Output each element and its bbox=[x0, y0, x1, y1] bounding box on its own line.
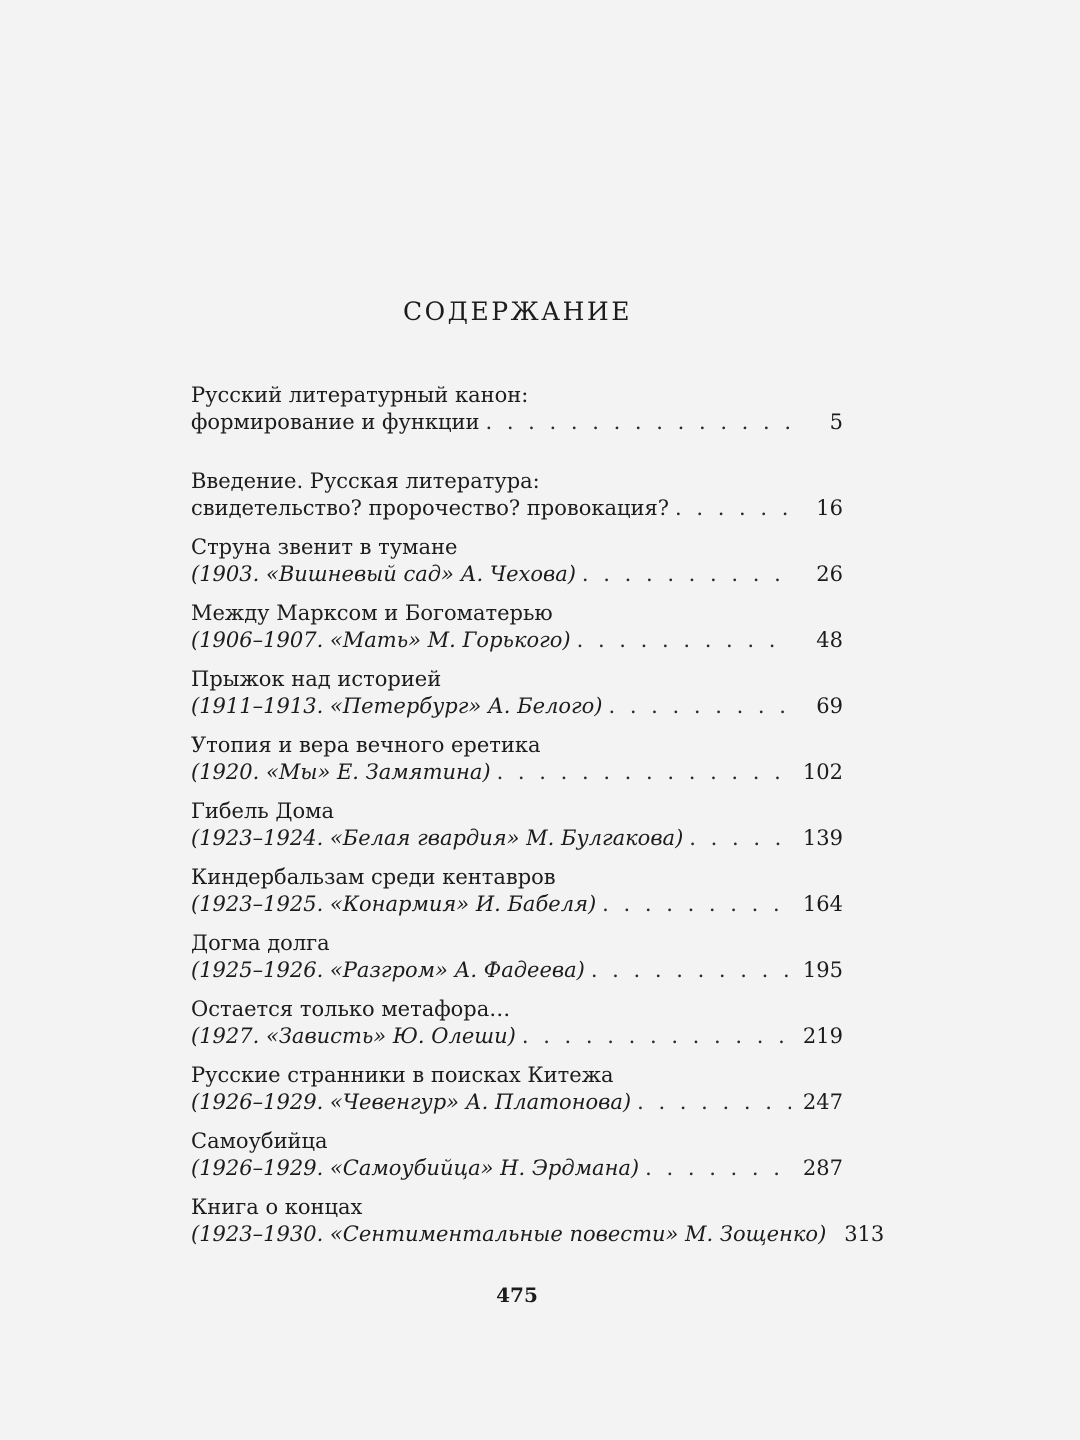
toc-entry-page-number: 219 bbox=[802, 1024, 843, 1048]
dot-leader bbox=[485, 409, 791, 436]
toc-entry-page-number: 102 bbox=[802, 760, 843, 784]
dot-leader bbox=[645, 1155, 791, 1182]
toc-entry[interactable] bbox=[191, 666, 843, 720]
toc-entry[interactable] bbox=[191, 864, 843, 918]
toc-entry-subtitle: (1923–1930. «Сентиментальные повести» М. Зощенко) bbox=[191, 1222, 827, 1246]
toc-entry-title: Самоубийца bbox=[191, 1129, 328, 1153]
dot-leader bbox=[637, 1089, 791, 1116]
toc-entry-title: Киндербальзам среди кентавров bbox=[191, 865, 556, 889]
toc-entry-title: Остается только метафора… bbox=[191, 997, 511, 1021]
dot-leader bbox=[602, 891, 791, 918]
toc-entry[interactable] bbox=[191, 382, 843, 436]
toc-entry-subtitle: (1923–1925. «Конармия» И. Бабеля) bbox=[191, 892, 597, 916]
toc-entry-page-number: 313 bbox=[844, 1222, 885, 1246]
toc-entry-page-number: 69 bbox=[816, 694, 843, 718]
toc-entry[interactable] bbox=[191, 732, 843, 786]
toc-entry-title: Введение. Русская литература: bbox=[191, 469, 540, 493]
dot-leader bbox=[577, 627, 791, 654]
toc-entry-subtitle: (1925–1926. «Разгром» А. Фадеева) bbox=[191, 958, 585, 982]
toc-entry-page-number: 287 bbox=[802, 1156, 843, 1180]
toc-entry-title: Струна звенит в тумане bbox=[191, 535, 458, 559]
toc-entry-page-number: 26 bbox=[816, 562, 843, 586]
dot-leader bbox=[582, 561, 791, 588]
toc-entry-page-number: 16 bbox=[816, 496, 843, 520]
page-folio-number: 475 bbox=[496, 1283, 538, 1307]
toc-entry[interactable] bbox=[191, 1128, 843, 1182]
toc-entry-title: Книга о концах bbox=[191, 1195, 363, 1219]
toc-entry-title: Прыжок над историей bbox=[191, 667, 442, 691]
toc-entry-subtitle: (1926–1929. «Самоубийца» Н. Эрдмана) bbox=[191, 1156, 640, 1180]
toc-entry-subtitle: формирование и функции bbox=[191, 410, 480, 434]
toc-entry-title: Русский литературный канон: bbox=[191, 383, 529, 407]
dot-leader bbox=[608, 693, 791, 720]
toc-entry[interactable] bbox=[191, 468, 843, 522]
toc-entry-subtitle: (1903. «Вишневый сад» А. Чехова) bbox=[191, 562, 576, 586]
toc-entry-title: Гибель Дома bbox=[191, 799, 334, 823]
toc-entry[interactable] bbox=[191, 1062, 843, 1116]
toc-entry[interactable] bbox=[191, 798, 843, 852]
toc-entry-title: Между Марксом и Богоматерью bbox=[191, 601, 553, 625]
toc-entry[interactable] bbox=[191, 534, 843, 588]
dot-leader bbox=[675, 495, 791, 522]
toc-entry[interactable] bbox=[191, 930, 843, 984]
toc-entry[interactable] bbox=[191, 1194, 885, 1248]
dot-leader bbox=[689, 825, 791, 852]
dot-leader bbox=[497, 759, 791, 786]
dot-leader bbox=[522, 1023, 791, 1050]
table-of-contents bbox=[191, 382, 885, 1260]
dot-leader bbox=[591, 957, 791, 984]
toc-entry-page-number: 48 bbox=[816, 628, 843, 652]
toc-entry-page-number: 247 bbox=[802, 1090, 843, 1114]
toc-entry-page-number: 164 bbox=[802, 892, 843, 916]
toc-entry-subtitle: (1920. «Мы» Е. Замятина) bbox=[191, 760, 491, 784]
toc-entry-subtitle: (1926–1929. «Чевенгур» А. Платонова) bbox=[191, 1090, 632, 1114]
toc-entry-page-number: 5 bbox=[829, 410, 843, 434]
toc-entry-subtitle: (1923–1924. «Белая гвардия» М. Булгакова) bbox=[191, 826, 684, 850]
toc-entry-page-number: 139 bbox=[802, 826, 843, 850]
toc-entry-subtitle: свидетельство? пророчество? провокация? bbox=[191, 496, 669, 520]
toc-entry[interactable] bbox=[191, 600, 843, 654]
page-title: СОДЕРЖАНИЕ bbox=[403, 297, 632, 326]
toc-entry-title: Русские странники в поисках Китежа bbox=[191, 1063, 614, 1087]
toc-entry[interactable] bbox=[191, 996, 843, 1050]
toc-entry-subtitle: (1906–1907. «Мать» М. Горького) bbox=[191, 628, 571, 652]
toc-entry-subtitle: (1927. «Зависть» Ю. Олеши) bbox=[191, 1024, 516, 1048]
toc-entry-page-number: 195 bbox=[802, 958, 843, 982]
toc-entry-subtitle: (1911–1913. «Петербург» А. Белого) bbox=[191, 694, 603, 718]
toc-entry-title: Догма долга bbox=[191, 931, 330, 955]
toc-entry-title: Утопия и вера вечного еретика bbox=[191, 733, 541, 757]
